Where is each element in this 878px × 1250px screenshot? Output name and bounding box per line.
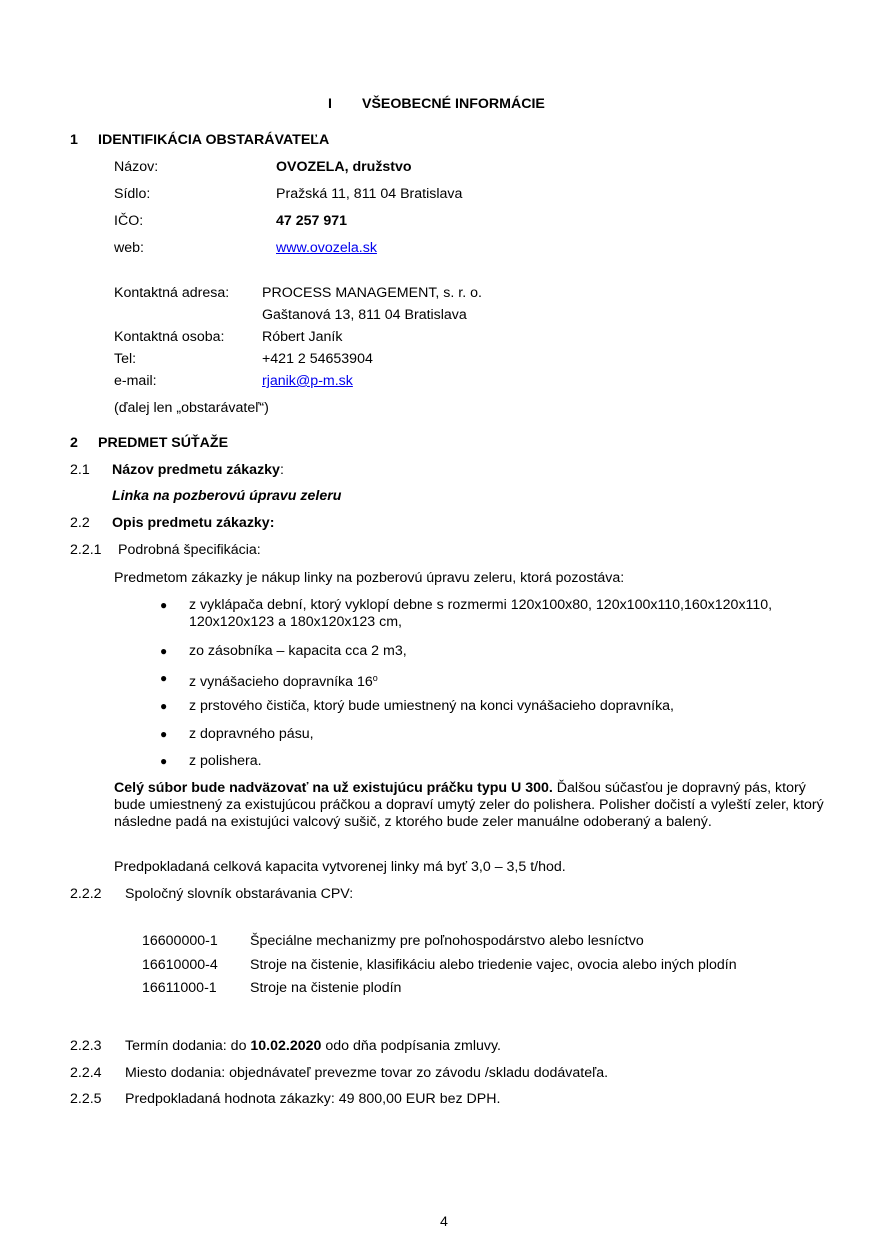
section-2-1-colon: : — [279, 462, 284, 478]
cpv-desc: Stroje na čistenie, klasifikáciu alebo triedenie vajec, ovocia alebo iných plodín — [250, 957, 737, 973]
field-value-ico: 47 257 971 — [276, 213, 348, 229]
subject-title: Linka na pozberovú úpravu zeleru — [112, 488, 342, 504]
field-label-ico: IČO: — [114, 213, 144, 229]
section-2-1-heading — [112, 462, 284, 479]
contact-value-tel: +421 2 54653904 — [262, 351, 373, 367]
list-item: z prstového čističa, ktorý bude umiestnený na konci vynášacieho dopravníka, — [189, 698, 675, 714]
obstaravatel-note: (ďalej len „obstarávateľ“) — [114, 400, 269, 416]
description-rest: Ďalšou súčasťou je dopravný pás, ktorý bude umiestnený za existujúcou práčkou a dopraví umytý zeler do polishera. Polisher dočistí a vyleští zeler, ktorý následne padá na existujúci valcový sušič, z ktorého bude zeler manuálne odoberaný a balený. — [114, 780, 824, 830]
page-number: 4 — [440, 1214, 448, 1230]
capacity-text: Predpokladaná celková kapacita vytvorenej linky má byť 3,0 – 3,5 t/hod. — [114, 859, 566, 875]
section-2-1-label: Názov predmetu zákazky — [112, 462, 280, 478]
bullet-icon: ● — [160, 754, 168, 768]
cpv-code: 16610000-4 — [142, 957, 218, 973]
delivery-place: Miesto dodania: objednávateľ prevezme tovar zo závodu /skladu dodávateľa. — [125, 1065, 609, 1081]
estimated-value: Predpokladaná hodnota zákazky: 49 800,00 EUR bez DPH. — [125, 1091, 501, 1107]
delivery-term-post: odo dňa podpísania zmluvy. — [321, 1038, 501, 1054]
field-label-seat: Sídlo: — [114, 186, 151, 202]
bullet-icon: ● — [160, 727, 168, 741]
list-item: z dopravného pásu, — [189, 726, 314, 742]
bullet-icon: ● — [160, 644, 168, 658]
bullet-icon: ● — [160, 598, 168, 612]
list-item: zo zásobníka – kapacita cca 2 m3, — [189, 643, 407, 659]
bullet-icon: ● — [160, 699, 168, 713]
field-label-name: Názov: — [114, 159, 159, 175]
description-paragraph — [114, 780, 829, 831]
web-link[interactable]: www.ovozela.sk — [276, 240, 377, 256]
contact-value-address-2: Gaštanová 13, 811 04 Bratislava — [262, 307, 467, 323]
contact-value-address-1: PROCESS MANAGEMENT, s. r. o. — [262, 285, 482, 301]
section-1-title: IDENTIFIKÁCIA OBSTARÁVATEĽA — [98, 132, 330, 148]
field-label-web: web: — [114, 240, 144, 256]
section-2-2-label: Opis predmetu zákazky: — [112, 515, 275, 531]
cpv-code: 16600000-1 — [142, 933, 218, 949]
field-value-name: OVOZELA, družstvo — [276, 159, 412, 175]
delivery-term — [125, 1038, 501, 1055]
cpv-desc: Stroje na čistenie plodín — [250, 980, 402, 996]
section-2-2-2-label: Spoločný slovník obstarávania CPV: — [125, 886, 354, 902]
section-2-number: 2 — [70, 435, 78, 451]
section-2-1-number: 2.1 — [70, 462, 90, 478]
contact-label-person: Kontaktná osoba: — [114, 329, 225, 345]
degree-mark: o — [372, 673, 378, 683]
contact-label-tel: Tel: — [114, 351, 137, 367]
cpv-desc: Špeciálne mechanizmy pre poľnohospodárstvo alebo lesníctvo — [250, 933, 644, 949]
contact-label-email: e-mail: — [114, 373, 157, 389]
field-value-seat: Pražská 11, 811 04 Bratislava — [276, 186, 463, 202]
section-2-2-number: 2.2 — [70, 515, 90, 531]
bullet-icon: ● — [160, 671, 168, 685]
section-2-2-1-label: Podrobná špecifikácia: — [118, 542, 261, 558]
list-item: z polishera. — [189, 753, 262, 769]
spec-intro: Predmetom zákazky je nákup linky na pozberovú úpravu zeleru, ktorá pozostáva: — [114, 570, 625, 586]
cpv-code: 16611000-1 — [142, 980, 217, 996]
chapter-number: I — [328, 96, 332, 112]
contact-value-person: Róbert Janík — [262, 329, 343, 345]
section-2-2-3-number: 2.2.3 — [70, 1038, 102, 1054]
section-2-title: PREDMET SÚŤAŽE — [98, 435, 229, 451]
section-2-2-5-number: 2.2.5 — [70, 1091, 102, 1107]
description-bold-lead: Celý súbor bude nadväzovať na už existujúcu práčku typu U 300. — [114, 780, 553, 796]
section-2-2-2-number: 2.2.2 — [70, 886, 102, 902]
list-item: z vyklápača dební, ktorý vyklopí debne s rozmermi 120x100x80, 120x100x110,160x120x110, 120x120x123 a 180x120x123 cm, — [189, 597, 773, 630]
section-1-number: 1 — [70, 132, 78, 148]
email-link[interactable]: rjanik@p-m.sk — [262, 373, 353, 389]
list-item — [189, 670, 378, 691]
section-2-2-1-number: 2.2.1 — [70, 542, 102, 558]
delivery-date: 10.02.2020 — [250, 1038, 322, 1054]
list-item-text: z vynášacieho dopravníka 16 — [189, 674, 373, 690]
section-2-2-4-number: 2.2.4 — [70, 1065, 102, 1081]
contact-label-address: Kontaktná adresa: — [114, 285, 230, 301]
chapter-title: VŠEOBECNÉ INFORMÁCIE — [362, 96, 545, 112]
delivery-term-pre: Termín dodania: do — [125, 1038, 251, 1054]
